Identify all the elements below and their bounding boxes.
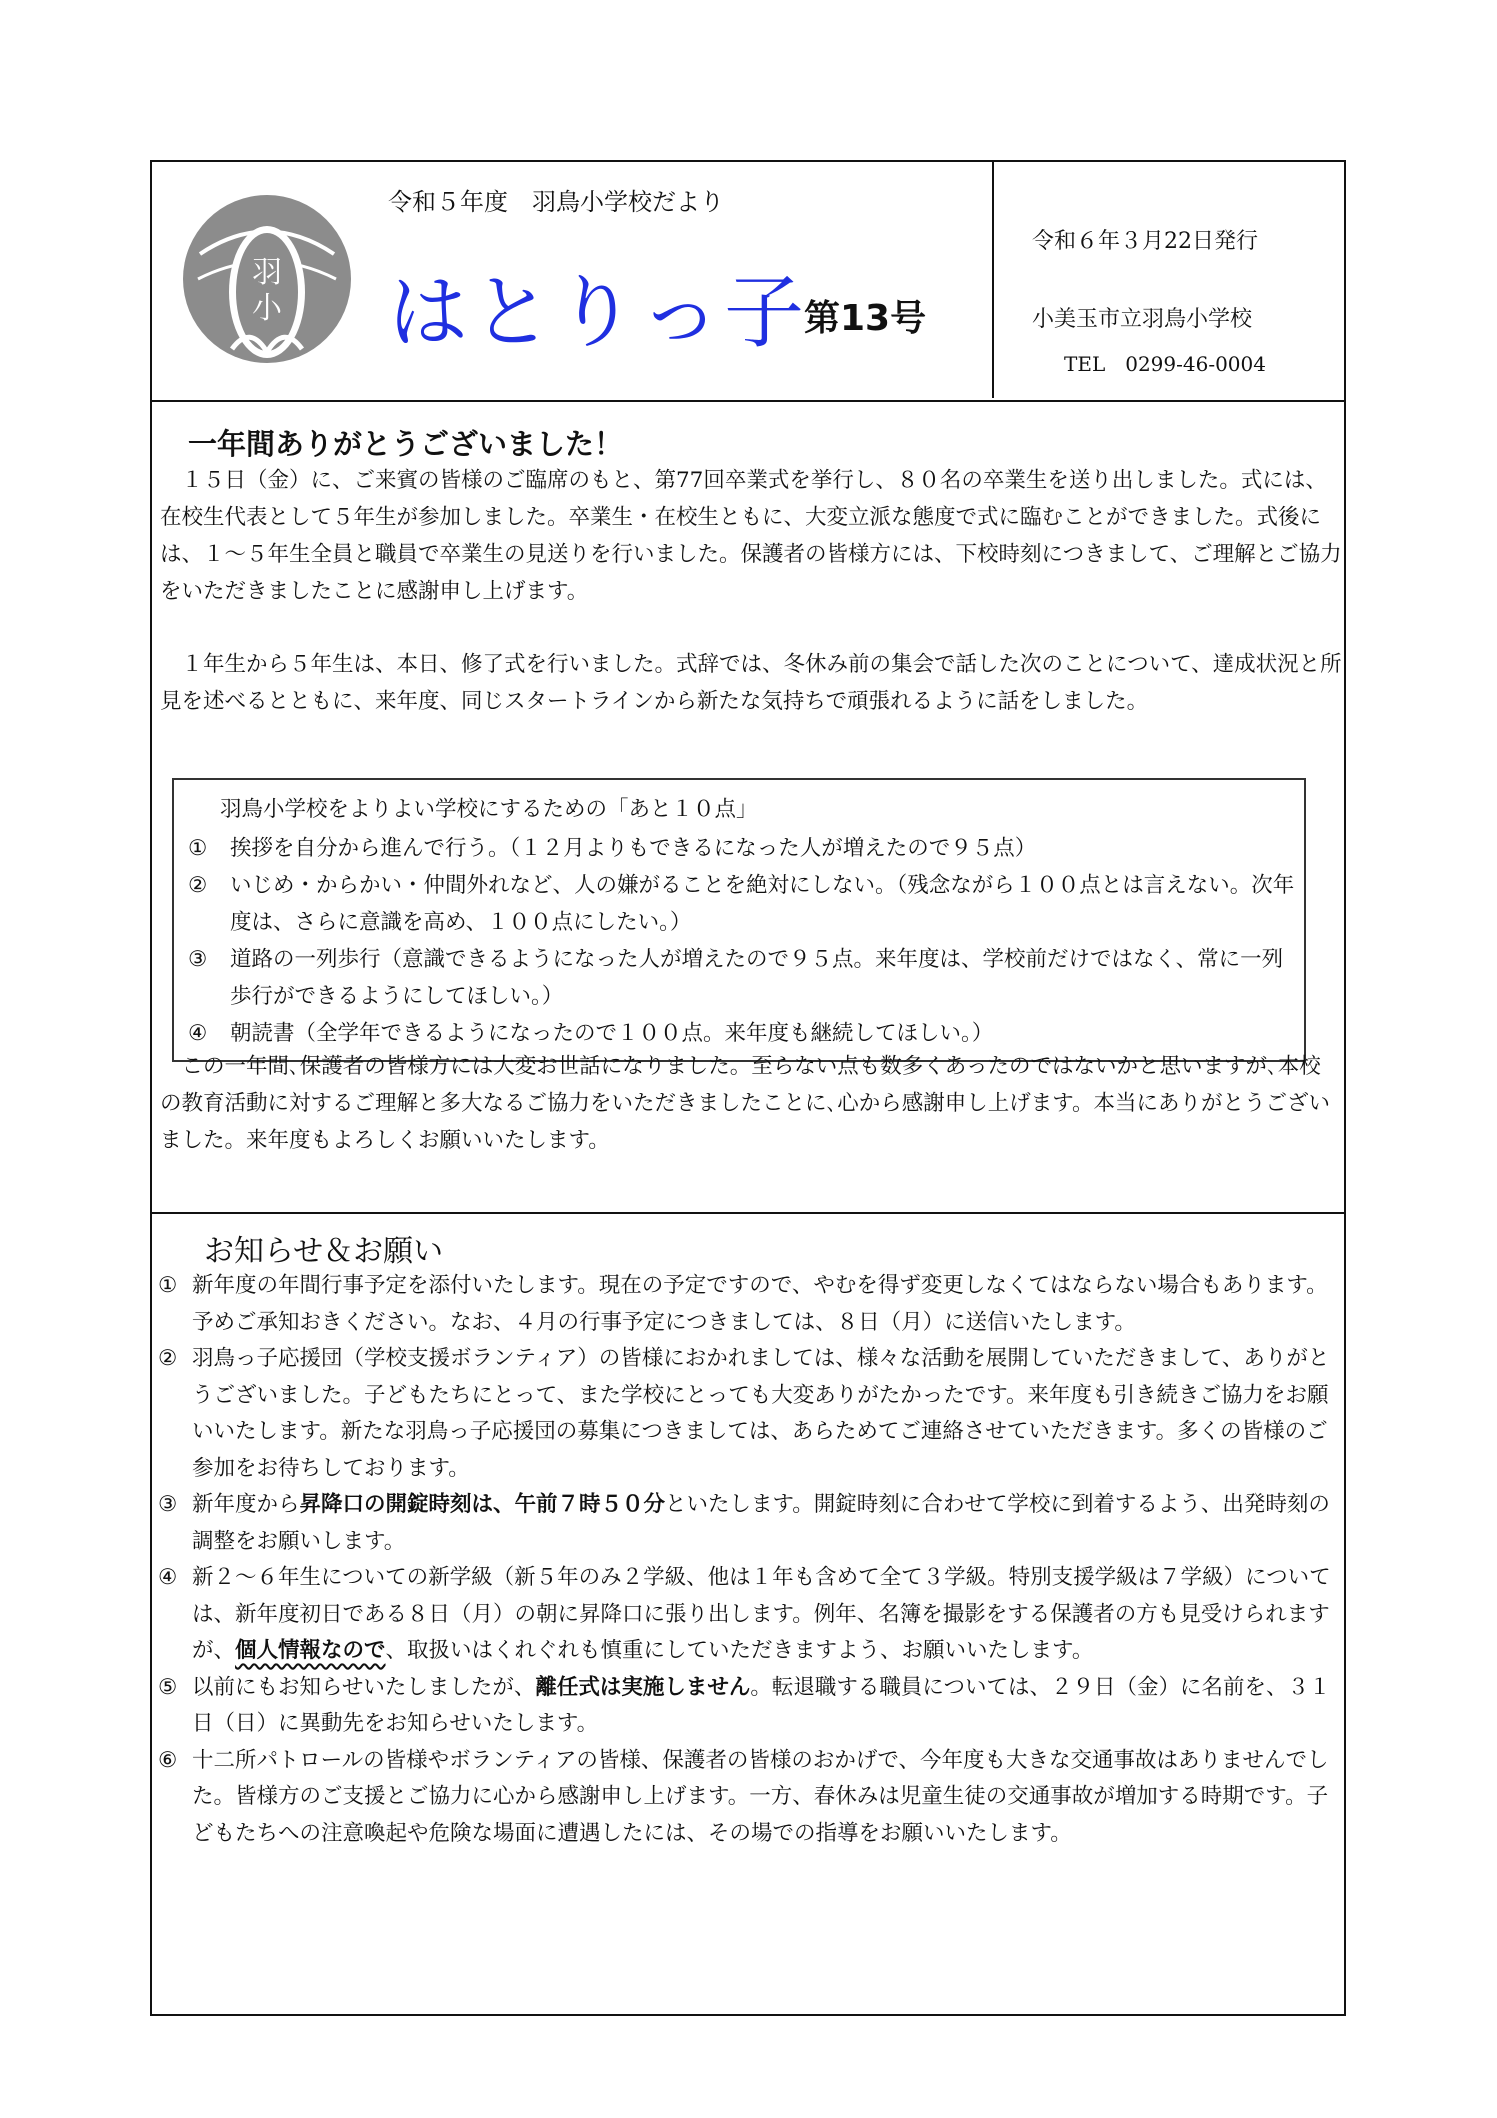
ten-points-item: ④ 朝読書（全学年できるようになったので１００点。来年度も継続してほしい。） (188, 1021, 994, 1046)
newsletter-page (150, 160, 1346, 2016)
school-name: 小美玉市立羽鳥小学校 (1032, 307, 1253, 332)
newsletter-title: はとりっ子 (388, 266, 808, 359)
ten-points-item: ① 挨拶を自分から進んで行う。（１２月よりもできるになった人が増えたので９５点） (188, 836, 1037, 861)
list-item: ⑥ 十二所パトロールの皆様やボランティアの皆様、保護者の皆様のおかげで、今年度も大きな交通事故はありませんでした。皆様方のご支援とご協力に心から感謝申し上げます。一方、春休みは児童生徒の交通事故が増加する時期です。子どもたちへの注意喚起や危険な場面に遭遇したには、その場での指導をお願いいたします。 (158, 1747, 1329, 1846)
list-item: ⑤ 以前にもお知らせいたしましたが、離任式は実施しません。転退職する職員については、２９日（金）に名前を、３１日（日）に異動先をお知らせいたします。 (158, 1674, 1331, 1736)
thanks-section (152, 400, 1344, 1214)
svg-text:羽: 羽 (252, 255, 282, 290)
ten-points-item: ③ 道路の一列歩行（意識できるようになった人が増えたので９５点。来年度は、学校前だけではなく、常に一列歩行ができるようにしてほしい。） (188, 947, 1284, 1009)
school-telephone: TEL 0299-46-0004 (1064, 352, 1266, 376)
school-emblem-logo (180, 184, 354, 374)
notice-list (158, 1268, 1342, 1852)
unlock-time-emphasis: 昇降口の開錠時刻は、午前７時５０分 (299, 1492, 666, 1517)
ten-points-title: 羽鳥小学校をよりよい学校にするための「あと１０点」 (220, 797, 758, 822)
graduation-paragraph: １５日（金）に、ご来賓の皆様のご臨席のもと、第77回卒業式を挙行し、８０名の卒業生を送り出しました。式には、在校生代表として５年生が参加しました。卒業生・在校生ともに、大変立派な態度で式に臨むことができました。式後には、１～５年生全員と職員で卒業生の見送りを行いました。保護者の皆様方には、下校時刻につきまして、ご理解とご協力をいただきましたことに感謝申し上げます。 (160, 468, 1342, 604)
issued-date: 令和６年３月22日発行 (1032, 229, 1258, 254)
ten-points-box (172, 778, 1306, 1062)
issue-number: 第13号 (804, 298, 927, 339)
no-farewell-ceremony-emphasis: 離任式は実施しません (535, 1674, 751, 1700)
list-item: ④ 新２～６年生についての新学級（新５年のみ２学級、他は１年も含めて全て３学級。特別支援学級は７学級）については、新年度初日である８日（月）の朝に昇降口に張り出します。例年、名簿を撮影をする保護者の方も見受けられますが、個人情報なので、取扱いはくれぐれも慎重にしていただきますよう、お願いいたします。 (158, 1565, 1331, 1663)
section-heading: お知らせ＆お願い (204, 1234, 444, 1269)
year-thanks-paragraph: この一年間､保護者の皆様方には大変お世話になりました。至らない点も数多くあったのではないかと思いますが､本校の教育活動に対するご理解と多大なるご協力をいただきましたことに､心から感謝申し上げます。本当にありがとうございました。来年度もよろしくお願いいたします。 (160, 1054, 1331, 1153)
list-item: ③ 新年度から昇降口の開錠時刻は、午前７時５０分といたします。開錠時刻に合わせて学校に到着するよう、出発時刻の調整をお願いします。 (158, 1492, 1330, 1554)
section-heading: 一年間ありがとうございました！ (188, 427, 624, 461)
header-divider (992, 162, 994, 398)
ten-points-item: ② いじめ・からかい・仲間外れなど、人の嫌がることを絶対にしない。（残念ながら１００点とは言えない。次年度は、さらに意識を高め、１００点にしたい。） (188, 873, 1295, 935)
newsletter-header (152, 162, 1344, 402)
svg-text:小: 小 (252, 291, 282, 326)
notices-section (152, 1212, 1344, 2016)
privacy-emphasis: 個人情報なので (235, 1638, 386, 1663)
list-item: ② 羽鳥っ子応援団（学校支援ボランティア）の皆様におかれましては、様々な活動を展開していただきまして、ありがとうございました。子どもたちにとって、また学校にとっても大変ありがたかったです。来年度も引き続きご協力をお願いいたします。新たな羽鳥っ子応援団の募集につきましては、あらためてご連絡させていただきます。多くの皆様のご参加をお待ちしております。 (158, 1346, 1330, 1481)
closing-ceremony-paragraph: １年生から５年生は、本日、修了式を行いました。式辞では、冬休み前の集会で話した次のことについて、達成状況と所見を述べるとともに、来年度、同じスタートラインから新たな気持ちで頑張れるように話をしました。 (160, 652, 1342, 714)
newsletter-subtitle: 令和５年度 羽鳥小学校だより (388, 188, 724, 216)
list-item: ① 新年度の年間行事予定を添付いたします。現在の予定ですので、やむを得ず変更しなくてはならない場合もあります。予めご承知おきください。なお、４月の行事予定につきましては、８日（月）に送信いたします。 (158, 1273, 1328, 1335)
